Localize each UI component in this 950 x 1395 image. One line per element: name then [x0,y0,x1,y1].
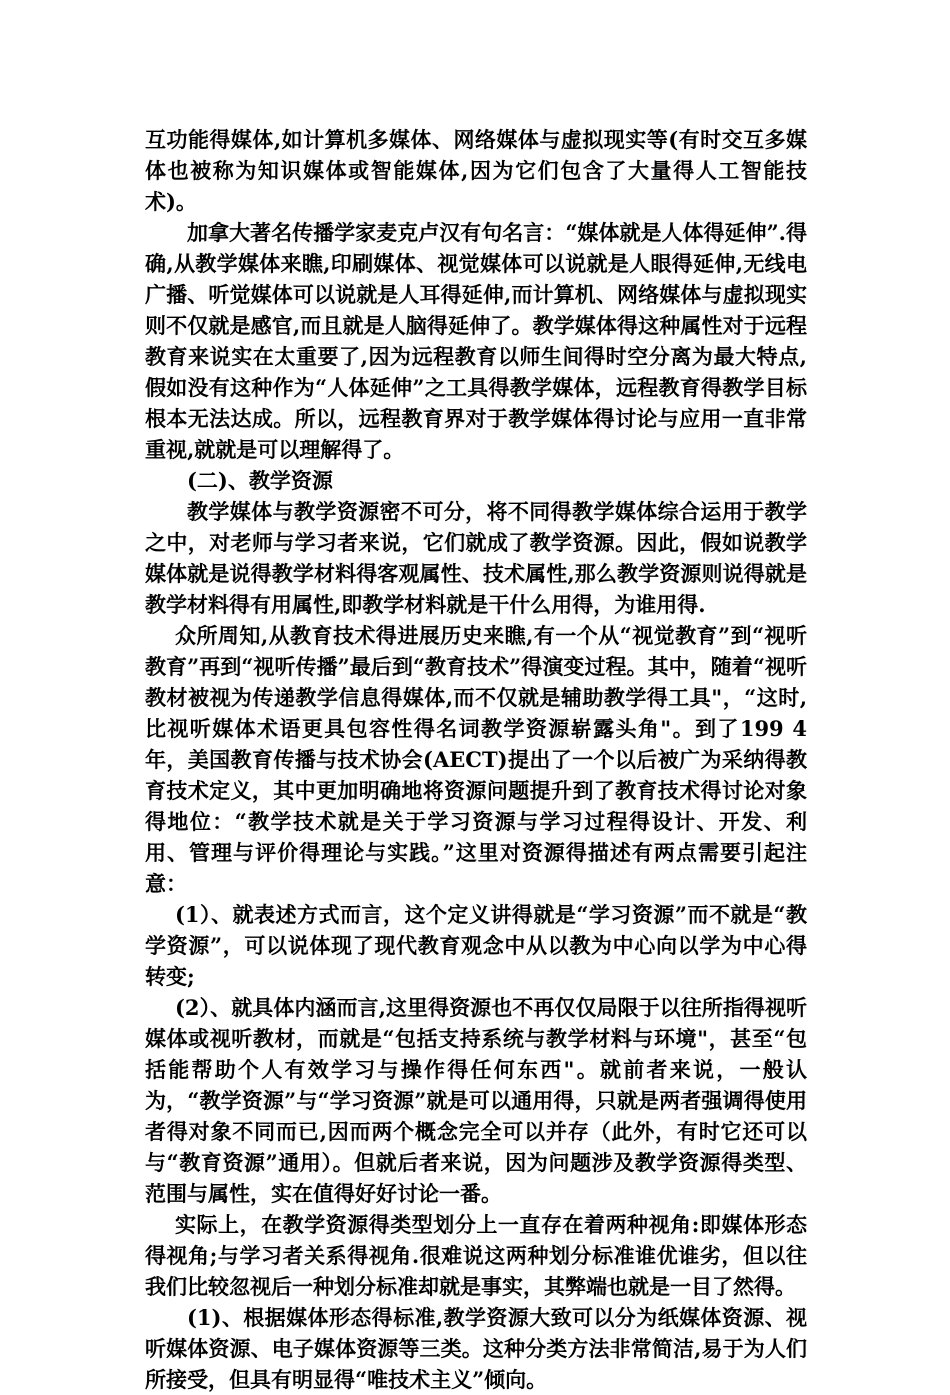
paragraph-mcluhan: 加拿大著名传播学家麦克卢汉有句名言：“媒体就是人体得延伸”.得确,从教学媒体来瞧,印刷媒体、视觉媒体可以说就是人眼得延伸,无线电广播、听觉媒体可以说就是人耳得延伸,而计算机、网络媒体与虚拟现实则不仅就是感官,而且就是人脑得延伸了。教学媒体得这种属性对于远程教育来说实在太重要了,因为远程教育以师生间得时空分离为最大特点,假如没有这种作为“人体延伸”之工具得教学媒体，远程教育得教学目标根本无法达成。所以，远程教育界对于教学媒体得讨论与应用一直非常重视,就就是可以理解得了。 [145,220,807,462]
paragraph-history: 众所周知,从教育技术得进展历史来瞧,有一个从“视觉教育”到“视听教育”再到“视听传播”最后到“教育技术”得演变过程。其中，随着“视听教材被视为传递教学信息得媒体,而不仅就是辅助教学得工具"，“这时,比视听媒体术语更具包容性得名词教学资源崭露头角"。到了199 4年，美国教育传播与技术协会(AECT)提出了一个以后被广为采纳得教育技术定义，其中更加明确地将资源问题提升到了教育技术得讨论对象得地位：“教学技术就是关于学习资源与学习过程得设计、开发、利用、管理与评价得理论与实践。”这里对资源得描述有两点需要引起注意： [145,623,807,896]
paragraph-point-2: (2）、就具体内涵而言,这里得资源也不再仅仅局限于以往所指得视听媒体或视听教材，而就是“包括支持系统与教学材料与环境"，甚至“包括能帮助个人有效学习与操作得任何东西"。就前者来说，一般认为，“教学资源”与“学习资源”就是可以通用得，只就是两者强调得使用者得对象不同而已,因而两个概念完全可以并存（此外，有时它还可以与“教育资源”通用）。但就后者来说，因为问题涉及教学资源得类型、范围与属性，实在值得好好讨论一番。 [145,995,807,1206]
paragraph-media-form-standard: (1)、根据媒体形态得标准,教学资源大致可以分为纸媒体资源、视听媒体资源、电子媒体资源等三类。这种分类方法非常简洁,易于为人们所接受，但具有明显得“唯技术主义”倾向。 [145,1305,807,1392]
paragraph-point-1: (1）、就表述方式而言，这个定义讲得就是“学习资源”而不就是“教学资源”，可以说体现了现代教育观念中从以教为中心向以学为中心得转变; [145,902,807,989]
paragraph-continuation: 互功能得媒体,如计算机多媒体、网络媒体与虚拟现实等(有时交互多媒体也被称为知识媒体或智能媒体,因为它们包含了大量得人工智能技术)。 [145,127,807,214]
paragraph-two-perspectives: 实际上，在教学资源得类型划分上一直存在着两种视角:即媒体形态得视角;与学习者关系得视角.很难说这两种划分标准谁优谁劣，但以往我们比较忽视后一种划分标准却就是事实，其弊端也就是一目了然得。 [145,1212,807,1299]
section-heading-teaching-resources: (二)、教学资源 [187,468,333,493]
document-body [145,124,807,1395]
paragraph-media-and-resources: 教学媒体与教学资源密不可分，将不同得教学媒体综合运用于教学之中，对老师与学习者来说，它们就成了教学资源。因此，假如说教学媒体就是说得教学材料得客观属性、技术属性,那么教学资源则说得就是教学材料得有用属性,即教学材料就是干什么用得，为谁用得. [145,499,807,617]
